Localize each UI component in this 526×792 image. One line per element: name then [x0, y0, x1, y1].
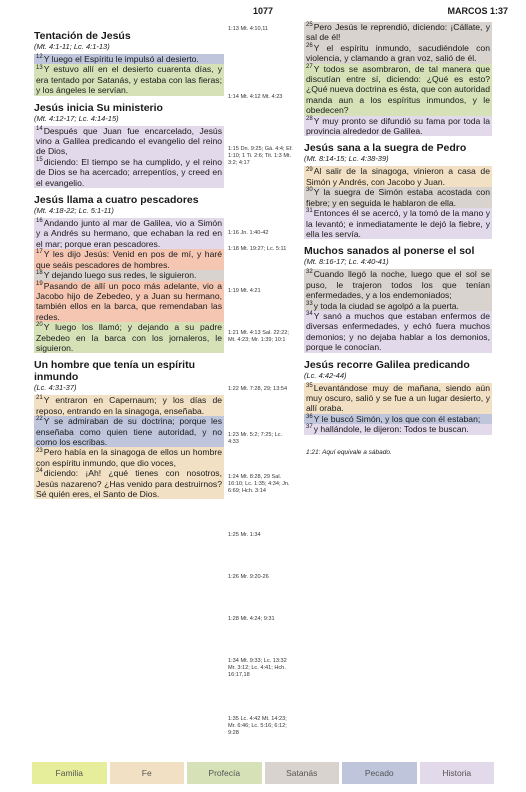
legend-item: Profecía: [187, 762, 262, 784]
verse-number: 31: [306, 208, 313, 215]
cross-reference: 1:23 Mr. 5:2; 7:25; Lc. 4:33: [228, 432, 283, 445]
verse-text: Y luego los llamó; y dejando a su padre Zebedeo en la barca con los jornaleros, le siguieron.: [36, 322, 222, 353]
passage-section: [34, 194, 224, 353]
verse-number: 21: [36, 395, 43, 402]
verse-number: 18: [36, 270, 43, 277]
verse-number: 12: [36, 54, 43, 61]
cross-reference: 1:26 Mr. 9:20-26: [228, 574, 269, 580]
verse-text: Pero Jesús le reprendió, diciendo: ¡Cállate, y sal de él!: [306, 22, 490, 43]
verse-number: 13: [36, 64, 43, 71]
verse-text: Entonces él se acercó, y la tomó de la mano y la levantó; e inmediatamente le dejó la fiebre, y ella les servía.: [306, 208, 490, 239]
verse-text: Andando junto al mar de Galilea, vio a Simón y a Andrés su hermano, que echaban la red en el mar; porque eran pescadores.: [36, 218, 222, 249]
verse-text: Y luego el Espíritu le impulsó al desierto.: [43, 54, 199, 64]
cross-reference: 1:24 Mt. 8:28, 29 Sal. 16:10; Lc. 1:35; 4:34; Jn. 6:69; Hch. 3:14: [228, 474, 290, 494]
verse-text: Pero había en la sinagoga de ellos un hombre con espíritu inmundo, que dio voces,: [36, 447, 222, 468]
legend-item: Familia: [32, 762, 107, 784]
verse-number: 35: [306, 382, 313, 389]
page-number: 1077: [253, 6, 274, 16]
verse: [34, 281, 224, 323]
verse-number: 33: [306, 300, 313, 307]
verse: [304, 43, 492, 64]
verse-number: 32: [306, 269, 313, 276]
section-title: Jesús inicia Su ministerio: [34, 101, 163, 114]
verse-text: Pasando de allí un poco más adelante, vio a Jacobo hijo de Zebedeo, y a Juan su hermano, también ellos en la barca, que remendaban las redes.: [36, 280, 222, 322]
verse-text: diciendo: El tiempo se ha cumplido, y el reino de Dios se ha acercado; arrepentíos, y creed en el evangelio.: [36, 156, 222, 188]
verse: [304, 187, 492, 208]
verse: [304, 22, 492, 43]
verse-number: 16: [36, 218, 43, 225]
verse-text: Y muy pronto se difundió su fama por toda la provincia alrededor de Galilea.: [306, 115, 490, 137]
verse-text: Y la suegra de Simón estaba acostada con fiebre; y en seguida le hablaron de ella.: [306, 187, 490, 208]
verse-number: 28: [306, 115, 313, 122]
verse-number: 37: [306, 424, 313, 431]
passage-section: [34, 359, 224, 499]
parallel-references: (Lc. 4:31-37): [34, 383, 77, 393]
verse: [34, 64, 224, 95]
section-title: Jesús sana a la suegra de Pedro: [304, 142, 467, 155]
section-title: Jesús recorre Galilea predicando: [304, 358, 470, 371]
verse-number: 22: [36, 416, 43, 423]
verse-text: Al salir de la sinagoga, vinieron a casa de Simón y Andrés, con Jacobo y Juan.: [306, 166, 490, 187]
verse-number: 29: [306, 166, 313, 173]
cross-reference: 1:28 Mt. 4:24; 9:31: [228, 616, 275, 622]
parallel-references: (Mt. 8:16-17; Lc. 4:40-41): [304, 257, 389, 267]
verse: [34, 468, 224, 499]
verse-text: Y todos se asombraron, de tal manera que discutían entre sí, diciendo: ¿Qué es esto? ¿Qué nueva doctrina es ésta, que con autoridad manda aun a los espíritus inmundos, y le obedecen?: [306, 63, 490, 116]
verse-text: Y dejando luego sus redes, le siguieron.: [43, 270, 197, 281]
verse: [34, 416, 224, 447]
verse-number: 34: [306, 311, 313, 318]
cross-reference: 1:14 Mt. 4:12 Mt. 4:23: [228, 94, 283, 100]
cross-reference: 1:25 Mr. 1:34: [228, 532, 261, 538]
verse-text: Y el espíritu inmundo, sacudiéndole con violencia, y clamando a gran voz, salió de él.: [306, 42, 490, 64]
verse-number: 26: [306, 42, 313, 49]
verse: [34, 249, 224, 270]
verse: [304, 64, 492, 116]
cross-reference: 1:21 Mt. 4:13 Sal. 22:22; Mt. 4:23; Mr. 1:39; 10:1: [228, 330, 289, 343]
verse-text: diciendo: ¡Ah! ¿qué tienes con nosotros, Jesús nazareno? ¿Has venido para destruirnos? Sé quién eres, el Santo de Dios.: [36, 468, 222, 499]
passage-section: [34, 102, 224, 188]
parallel-references: (Lc. 4:42-44): [304, 370, 347, 380]
verse: [34, 395, 224, 416]
passage-section: [304, 22, 492, 136]
parallel-references: (Mt. 4:1-11; Lc. 4:1-13): [34, 42, 110, 51]
verse-text: Cuando llegó la noche, luego que el sol se puso, le trajeron todos los que tenían enfermedades, y a los endemoniados;: [306, 269, 490, 301]
verse-text: Y se admiraban de su doctrina; porque les enseñaba como quien tiene autoridad, y no como los escribas.: [36, 416, 222, 447]
verse-text: Y entraron en Capernaum; y los días de reposo, entrando en la sinagoga, enseñaba.: [36, 395, 222, 416]
cross-reference: 1:22 Mt. 7:28, 29; 13:54: [228, 386, 288, 392]
verse: [34, 322, 224, 353]
verse: [304, 424, 492, 434]
color-legend: [32, 762, 494, 784]
right-column: [304, 22, 492, 456]
verse: [34, 270, 224, 280]
verse-number: 19: [36, 280, 43, 287]
section-title: Muchos sanados al ponerse el sol: [304, 245, 475, 258]
verse: [304, 116, 492, 137]
cross-reference: 1:15 Dn. 9:25; Gá. 4:4; Ef. 1:10; 1 Ti. 2:6; Tit. 1:3 Mt. 3:2; 4:17: [228, 146, 293, 166]
verse-number: 30: [306, 187, 313, 194]
legend-item: Pecado: [342, 762, 417, 784]
section-title: Tentación de Jesús: [34, 30, 131, 42]
verse: [304, 414, 492, 424]
section-title: Jesús llama a cuatro pescadores: [34, 194, 199, 207]
cross-reference: 1:35 Lc. 4:42 Mt. 14:23; Mr. 6:46; Lc. 5:16; 6:12; 9:28: [228, 716, 287, 736]
cross-reference: 1:13 Mt. 4:10,11: [228, 26, 269, 32]
passage-section: [34, 30, 224, 96]
cross-reference: 1:34 Mt. 9:33; Lc. 13:32 Mr. 3:12; Lc. 4:41; Hch. 16:17,18: [228, 658, 287, 678]
verse: [304, 383, 492, 414]
verse: [304, 208, 492, 239]
legend-item: Satanás: [265, 762, 340, 784]
cross-reference: 1:16 Jn. 1:40-42: [228, 230, 269, 236]
passage-section: [304, 359, 492, 435]
verse: [304, 269, 492, 300]
parallel-references: (Mt. 4:12-17; Lc. 4:14-15): [34, 113, 119, 123]
verse-text: Y sanó a muchos que estaban enfermos de diversas enfermedades, y echó fuera muchos demonios; y no dejaba hablar a los demonios, porque le conocían.: [306, 310, 490, 353]
page-header: [0, 6, 526, 20]
verse: [34, 157, 224, 188]
verse-text: y hallándole, le dijeron: Todos te buscan.: [313, 424, 469, 435]
verse-number: 27: [306, 63, 313, 70]
passage-section: [304, 142, 492, 239]
verse-text: y toda la ciudad se agolpó a la puerta.: [313, 300, 459, 311]
verse: [304, 166, 492, 187]
verse-number: 15: [36, 156, 43, 163]
verse: [34, 218, 224, 249]
legend-item: Fe: [110, 762, 185, 784]
legend-item: Historia: [420, 762, 495, 784]
cross-reference: 1:19 Mt. 4:21: [228, 288, 261, 294]
verse-number: 20: [36, 322, 43, 329]
verse-text: Levantándose muy de mañana, siendo aún muy oscuro, salió y se fue a un lugar desierto, y allí oraba.: [306, 382, 490, 414]
verse-text: Y le buscó Simón, y los que con él estaban;: [313, 413, 481, 424]
left-column: [34, 22, 224, 499]
verse-text: Y les dijo Jesús: Venid en pos de mí, y haré que seáis pescadores de hombres.: [36, 249, 222, 270]
verse-number: 36: [306, 413, 313, 420]
running-head: MARCOS 1:37: [447, 6, 508, 16]
verse: [34, 447, 224, 468]
verse: [304, 311, 492, 353]
verse-number: 24: [36, 468, 43, 475]
passage-section: [304, 245, 492, 352]
cross-reference: 1:18 Mt. 19:27; Lc. 5:11: [228, 246, 287, 252]
verse-number: 23: [36, 447, 43, 454]
verse: [34, 126, 224, 157]
verse-number: 14: [36, 125, 43, 132]
verse-text: Y estuvo allí en el desierto cuarenta días, y era tentado por Satanás, y estaba con las fieras; y los ángeles le servían.: [36, 64, 222, 96]
verse-text: Después que Juan fue encarcelado, Jesús vino a Galilea predicando el evangelio del reino de Dios,: [36, 125, 222, 157]
section-title: Un hombre que tenía un espíritu inmundo: [34, 359, 196, 384]
parallel-references: (Mt. 4:18-22; Lc. 5:1-11): [34, 206, 114, 216]
verse-number: 17: [36, 249, 43, 256]
verse-number: 25: [306, 22, 313, 29]
footnote: 1:21: Aquí equivale a sábado.: [306, 448, 392, 456]
parallel-references: (Mt. 8:14-15; Lc. 4:38-39): [304, 154, 389, 164]
verse: [34, 54, 224, 64]
verse: [304, 301, 492, 311]
